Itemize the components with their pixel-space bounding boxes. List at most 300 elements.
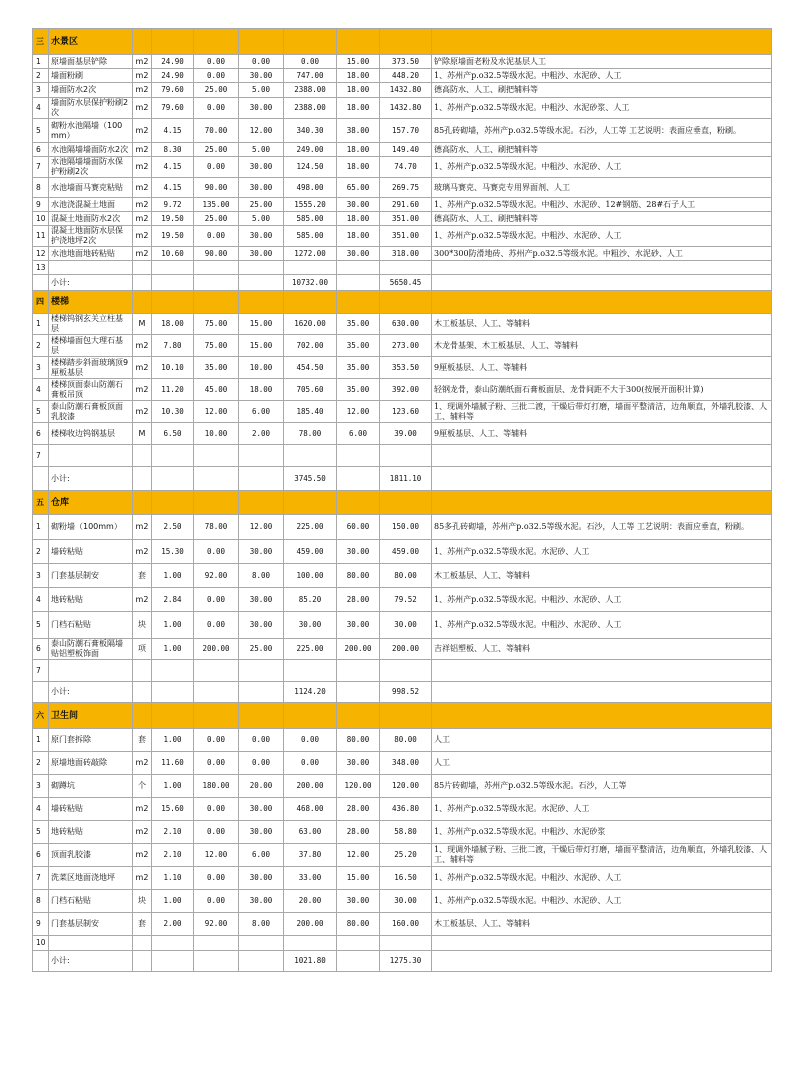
item-name: 地砖粘贴	[49, 821, 133, 844]
material-price: 75.00	[194, 335, 239, 357]
item-total: 0.00	[284, 729, 337, 752]
item-total: 249.00	[284, 143, 337, 157]
labor-price: 18.00	[337, 69, 380, 83]
section-header-empty-cell	[194, 703, 239, 729]
subtotal-empty-cell	[194, 467, 239, 491]
labor-price: 18.00	[337, 143, 380, 157]
item-quantity: 8.30	[152, 143, 194, 157]
row-index: 13	[33, 261, 49, 275]
labor-price: 30.00	[337, 612, 380, 639]
labor-price: 80.00	[337, 729, 380, 752]
material-price: 92.00	[194, 564, 239, 588]
item-quantity: 2.00	[152, 913, 194, 936]
labor-price: 35.00	[337, 314, 380, 335]
item-quantity: 2.50	[152, 515, 194, 540]
material-price: 180.00	[194, 775, 239, 798]
subtotal-empty-cell	[239, 682, 284, 703]
material-price: 0.00	[194, 588, 239, 612]
section-number: 六	[33, 703, 49, 729]
item-total: 585.00	[284, 226, 337, 247]
section-header-empty-cell	[432, 291, 772, 314]
auxiliary-price: 5.00	[239, 83, 284, 98]
item-unit: m2	[133, 588, 152, 612]
labor-price: 38.00	[337, 119, 380, 143]
item-unit: 套	[133, 564, 152, 588]
labor-total: 16.50	[380, 867, 432, 890]
item-total: 498.00	[284, 178, 337, 198]
row-index: 7	[33, 445, 49, 467]
item-quantity	[152, 660, 194, 682]
row-index: 1	[33, 515, 49, 540]
table-row	[33, 867, 772, 890]
material-price: 135.00	[194, 198, 239, 212]
item-description: 木工板基层、人工、等辅料	[432, 564, 772, 588]
row-index: 7	[33, 867, 49, 890]
row-index: 6	[33, 639, 49, 660]
auxiliary-price: 30.00	[239, 588, 284, 612]
material-price: 0.00	[194, 98, 239, 119]
labor-price: 15.00	[337, 867, 380, 890]
item-unit: m2	[133, 752, 152, 775]
item-unit: m2	[133, 83, 152, 98]
row-index: 5	[33, 119, 49, 143]
labor-price: 60.00	[337, 515, 380, 540]
row-index: 3	[33, 775, 49, 798]
item-unit: m2	[133, 867, 152, 890]
labor-total: 200.00	[380, 639, 432, 660]
item-name: 洗菜区地面浇地坪	[49, 867, 133, 890]
section-title: 水景区	[49, 29, 133, 55]
labor-total	[380, 445, 432, 467]
auxiliary-price: 25.00	[239, 639, 284, 660]
item-quantity: 19.50	[152, 226, 194, 247]
item-name: 墙面粉刷	[49, 69, 133, 83]
subtotal-total: 10732.00	[284, 275, 337, 291]
material-price: 0.00	[194, 55, 239, 69]
item-description	[432, 261, 772, 275]
labor-price: 18.00	[337, 98, 380, 119]
auxiliary-price: 30.00	[239, 226, 284, 247]
row-index: 1	[33, 314, 49, 335]
labor-total: 30.00	[380, 890, 432, 913]
table-row	[33, 540, 772, 564]
subtotal-empty-cell	[337, 467, 380, 491]
labor-total: 318.00	[380, 247, 432, 261]
subtotal-empty-cell	[194, 275, 239, 291]
material-price: 12.00	[194, 844, 239, 867]
item-description: 1、苏州产p.o32.5等级水泥。中粗沙、水泥砂、人工	[432, 69, 772, 83]
row-index: 3	[33, 564, 49, 588]
item-unit: m2	[133, 157, 152, 178]
labor-price: 28.00	[337, 821, 380, 844]
item-total	[284, 660, 337, 682]
auxiliary-price: 15.00	[239, 335, 284, 357]
item-quantity: 2.84	[152, 588, 194, 612]
item-description: 1、苏州产p.o32.5等级水泥。中粗沙、水泥砂、人工	[432, 890, 772, 913]
quotation-sheet	[32, 28, 771, 972]
item-description: 吉祥铝塑板、人工、等辅料	[432, 639, 772, 660]
section-number: 四	[33, 291, 49, 314]
labor-price	[337, 445, 380, 467]
item-description	[432, 660, 772, 682]
labor-total: 74.70	[380, 157, 432, 178]
auxiliary-price	[239, 261, 284, 275]
item-total: 702.00	[284, 335, 337, 357]
section-header-empty-cell	[152, 29, 194, 55]
labor-total: 273.00	[380, 335, 432, 357]
section-header-empty-cell	[337, 491, 380, 515]
labor-price: 35.00	[337, 335, 380, 357]
auxiliary-price: 30.00	[239, 69, 284, 83]
labor-price: 30.00	[337, 247, 380, 261]
table-row	[33, 515, 772, 540]
item-unit: m2	[133, 198, 152, 212]
auxiliary-price: 30.00	[239, 821, 284, 844]
item-quantity: 4.15	[152, 178, 194, 198]
item-unit: m2	[133, 69, 152, 83]
item-name: 原门套拆除	[49, 729, 133, 752]
table-row	[33, 357, 772, 379]
item-description: 德高防水、人工、刷把辅料等	[432, 212, 772, 226]
item-name: 泰山防潮石膏板隔墙贴铝塑板饰面	[49, 639, 133, 660]
table-row	[33, 157, 772, 178]
item-total: 200.00	[284, 775, 337, 798]
table-row	[33, 83, 772, 98]
item-description	[432, 936, 772, 951]
auxiliary-price: 30.00	[239, 867, 284, 890]
item-quantity: 15.60	[152, 798, 194, 821]
item-name	[49, 660, 133, 682]
labor-total: 149.40	[380, 143, 432, 157]
item-name: 地砖粘贴	[49, 588, 133, 612]
section-title: 仓库	[49, 491, 133, 515]
material-price: 0.00	[194, 69, 239, 83]
section-header-empty-cell	[133, 291, 152, 314]
item-quantity: 1.10	[152, 867, 194, 890]
item-quantity	[152, 936, 194, 951]
table-row	[33, 335, 772, 357]
item-description: 1、苏州产p.o32.5等级水泥。水泥砂、人工	[432, 798, 772, 821]
section-header-empty-cell	[133, 29, 152, 55]
labor-price: 18.00	[337, 226, 380, 247]
item-quantity: 1.00	[152, 612, 194, 639]
subtotal-empty-cell	[152, 951, 194, 972]
material-price: 200.00	[194, 639, 239, 660]
item-quantity: 1.00	[152, 564, 194, 588]
material-price: 0.00	[194, 729, 239, 752]
item-name: 泰山防潮石膏板顶面乳胶漆	[49, 401, 133, 423]
item-unit: 块	[133, 890, 152, 913]
item-description: 铲除原墙面老粉及水泥基层人工	[432, 55, 772, 69]
item-total: 225.00	[284, 639, 337, 660]
labor-price: 35.00	[337, 379, 380, 401]
item-total: 200.00	[284, 913, 337, 936]
row-index: 4	[33, 379, 49, 401]
table-row	[33, 178, 772, 198]
item-total: 2388.00	[284, 83, 337, 98]
subtotal-empty-cell	[432, 467, 772, 491]
item-name: 楼梯墙面包大理石基层	[49, 335, 133, 357]
table-row	[33, 821, 772, 844]
quotation-table-body	[33, 29, 772, 972]
item-unit: m2	[133, 247, 152, 261]
subtotal-label: 小计:	[49, 467, 133, 491]
labor-total: 630.00	[380, 314, 432, 335]
material-price: 0.00	[194, 867, 239, 890]
labor-price: 6.00	[337, 423, 380, 445]
section-header-empty-cell	[194, 29, 239, 55]
item-total: 63.00	[284, 821, 337, 844]
section-header-empty-cell	[380, 491, 432, 515]
labor-total: 80.00	[380, 729, 432, 752]
item-total: 185.40	[284, 401, 337, 423]
subtotal-empty-cell	[239, 275, 284, 291]
item-unit: 块	[133, 612, 152, 639]
item-total	[284, 445, 337, 467]
labor-price: 80.00	[337, 564, 380, 588]
auxiliary-price: 30.00	[239, 247, 284, 261]
row-index: 11	[33, 226, 49, 247]
labor-price	[337, 660, 380, 682]
item-description: 1、苏州产p.o32.5等级水泥。中粗沙、水泥砂、人工	[432, 867, 772, 890]
item-total: 468.00	[284, 798, 337, 821]
section-title: 楼梯	[49, 291, 133, 314]
subtotal-row	[33, 467, 772, 491]
item-quantity: 24.90	[152, 69, 194, 83]
section-header-empty-cell	[239, 29, 284, 55]
item-description: 木龙骨基架、木工板基层、人工、等辅料	[432, 335, 772, 357]
subtotal-empty-cell	[152, 467, 194, 491]
row-index: 1	[33, 55, 49, 69]
item-unit: m2	[133, 357, 152, 379]
labor-price: 18.00	[337, 83, 380, 98]
table-row	[33, 55, 772, 69]
item-total: 225.00	[284, 515, 337, 540]
item-total: 1620.00	[284, 314, 337, 335]
labor-total: 120.00	[380, 775, 432, 798]
item-description: 1、苏州产p.o32.5等级水泥。中粗沙、水泥砂浆、人工	[432, 98, 772, 119]
item-name: 门套基层制安	[49, 564, 133, 588]
auxiliary-price	[239, 660, 284, 682]
row-index: 3	[33, 357, 49, 379]
section-header-empty-cell	[284, 29, 337, 55]
labor-total: 25.20	[380, 844, 432, 867]
table-row	[33, 752, 772, 775]
labor-price: 12.00	[337, 844, 380, 867]
subtotal-empty-cell	[133, 467, 152, 491]
row-index: 6	[33, 143, 49, 157]
item-unit: 个	[133, 775, 152, 798]
item-description: 85片砖砌墙，苏州产p.o32.5等级水泥。石沙，人工等	[432, 775, 772, 798]
table-row	[33, 445, 772, 467]
labor-total: 157.70	[380, 119, 432, 143]
item-total: 340.30	[284, 119, 337, 143]
section-header-empty-cell	[133, 703, 152, 729]
subtotal-labor: 5650.45	[380, 275, 432, 291]
material-price	[194, 936, 239, 951]
auxiliary-price	[239, 936, 284, 951]
row-index: 7	[33, 660, 49, 682]
section-header-empty-cell	[152, 291, 194, 314]
item-quantity: 1.00	[152, 729, 194, 752]
section-header	[33, 491, 772, 515]
section-header-empty-cell	[380, 291, 432, 314]
row-index: 12	[33, 247, 49, 261]
item-quantity	[152, 445, 194, 467]
item-unit: m2	[133, 540, 152, 564]
row-index: 5	[33, 612, 49, 639]
labor-total: 123.60	[380, 401, 432, 423]
material-price: 0.00	[194, 540, 239, 564]
item-description: 1、苏州产p.o32.5等级水泥。中粗沙、水泥砂浆	[432, 821, 772, 844]
item-total: 100.00	[284, 564, 337, 588]
item-unit: m2	[133, 98, 152, 119]
labor-total: 1432.80	[380, 98, 432, 119]
item-quantity: 1.00	[152, 890, 194, 913]
item-name: 楼梯顶面泰山防潮石膏板吊顶	[49, 379, 133, 401]
labor-price: 35.00	[337, 357, 380, 379]
item-unit: 套	[133, 913, 152, 936]
item-description: 300*300防滑地砖、苏州产p.o32.5等级水泥。中粗沙、水泥砂、人工	[432, 247, 772, 261]
material-price: 90.00	[194, 247, 239, 261]
subtotal-empty-cell	[337, 951, 380, 972]
section-number: 五	[33, 491, 49, 515]
item-unit	[133, 445, 152, 467]
auxiliary-price: 6.00	[239, 844, 284, 867]
item-description: 85多孔砖砌墙，苏州产p.o32.5等级水泥。石沙，人工等 工艺说明：表面应垂直，粉刷。	[432, 515, 772, 540]
item-name: 砌蹲坑	[49, 775, 133, 798]
subtotal-empty-cell	[432, 275, 772, 291]
subtotal-empty-cell	[133, 275, 152, 291]
section-header-empty-cell	[152, 491, 194, 515]
row-index: 8	[33, 178, 49, 198]
material-price: 0.00	[194, 157, 239, 178]
row-index: 4	[33, 98, 49, 119]
subtotal-empty-cell	[33, 467, 49, 491]
material-price: 90.00	[194, 178, 239, 198]
item-name: 楼梯踏步斜面玻璃顶9厘板基层	[49, 357, 133, 379]
auxiliary-price: 12.00	[239, 119, 284, 143]
item-name: 砌粉水池隔墙（100mm）	[49, 119, 133, 143]
item-description: 木工板基层、人工、等辅料	[432, 314, 772, 335]
item-unit: m2	[133, 335, 152, 357]
material-price	[194, 660, 239, 682]
table-row	[33, 379, 772, 401]
item-unit: m2	[133, 226, 152, 247]
material-price: 25.00	[194, 212, 239, 226]
item-unit: M	[133, 423, 152, 445]
item-unit: m2	[133, 379, 152, 401]
item-quantity: 19.50	[152, 212, 194, 226]
item-name	[49, 936, 133, 951]
section-header	[33, 291, 772, 314]
subtotal-empty-cell	[133, 951, 152, 972]
auxiliary-price: 0.00	[239, 55, 284, 69]
table-row	[33, 612, 772, 639]
item-quantity: 24.90	[152, 55, 194, 69]
labor-total: 348.00	[380, 752, 432, 775]
material-price: 0.00	[194, 612, 239, 639]
subtotal-row	[33, 682, 772, 703]
labor-price: 65.00	[337, 178, 380, 198]
item-name: 混凝土地面防水层保护浇地坪2次	[49, 226, 133, 247]
item-total: 454.50	[284, 357, 337, 379]
labor-price: 30.00	[337, 540, 380, 564]
auxiliary-price: 5.00	[239, 212, 284, 226]
row-index: 10	[33, 936, 49, 951]
subtotal-empty-cell	[133, 682, 152, 703]
item-quantity: 11.60	[152, 752, 194, 775]
item-unit: m2	[133, 55, 152, 69]
item-quantity: 79.60	[152, 83, 194, 98]
section-header-empty-cell	[284, 291, 337, 314]
section-header-empty-cell	[380, 29, 432, 55]
item-name: 墙面防水2次	[49, 83, 133, 98]
material-price: 25.00	[194, 143, 239, 157]
auxiliary-price: 30.00	[239, 612, 284, 639]
item-description: 1、苏州产p.o32.5等级水泥。中粗沙、水泥砂、人工	[432, 612, 772, 639]
item-total: 37.80	[284, 844, 337, 867]
subtotal-labor: 998.52	[380, 682, 432, 703]
table-row	[33, 423, 772, 445]
labor-price: 28.00	[337, 798, 380, 821]
material-price: 0.00	[194, 821, 239, 844]
table-row	[33, 729, 772, 752]
item-name: 水池浇混凝土地面	[49, 198, 133, 212]
item-quantity: 10.10	[152, 357, 194, 379]
table-row	[33, 198, 772, 212]
auxiliary-price: 18.00	[239, 379, 284, 401]
item-quantity: 4.15	[152, 119, 194, 143]
item-name: 楼梯收边钨钢基层	[49, 423, 133, 445]
labor-price: 18.00	[337, 212, 380, 226]
item-name: 水池地面地砖粘贴	[49, 247, 133, 261]
item-unit: m2	[133, 143, 152, 157]
item-quantity: 10.30	[152, 401, 194, 423]
table-row	[33, 226, 772, 247]
item-quantity: 4.15	[152, 157, 194, 178]
subtotal-total: 1021.80	[284, 951, 337, 972]
labor-total: 291.60	[380, 198, 432, 212]
section-header-empty-cell	[337, 703, 380, 729]
labor-price: 30.00	[337, 752, 380, 775]
material-price: 92.00	[194, 913, 239, 936]
item-name: 混凝土地面防水2次	[49, 212, 133, 226]
item-unit: m2	[133, 844, 152, 867]
table-row	[33, 261, 772, 275]
item-quantity: 10.60	[152, 247, 194, 261]
auxiliary-price: 5.00	[239, 143, 284, 157]
labor-price: 18.00	[337, 157, 380, 178]
item-name	[49, 445, 133, 467]
material-price: 70.00	[194, 119, 239, 143]
item-quantity	[152, 261, 194, 275]
item-description	[432, 445, 772, 467]
row-index: 9	[33, 913, 49, 936]
section-header-empty-cell	[239, 703, 284, 729]
item-description: 85孔砖砌墙，苏州产p.o32.5等级水泥。石沙，人工等 工艺说明：表面应垂直，粉刷。	[432, 119, 772, 143]
material-price: 45.00	[194, 379, 239, 401]
section-header	[33, 703, 772, 729]
labor-total: 436.80	[380, 798, 432, 821]
item-description: 轻钢龙骨，泰山防潮纸面石膏板面层、龙骨间距不大于300(按展开面积计算)	[432, 379, 772, 401]
item-quantity: 18.00	[152, 314, 194, 335]
item-quantity: 2.10	[152, 821, 194, 844]
item-description: 玻璃马赛克、马赛克专用界面剂、人工	[432, 178, 772, 198]
row-index: 9	[33, 198, 49, 212]
row-index: 5	[33, 821, 49, 844]
auxiliary-price: 20.00	[239, 775, 284, 798]
